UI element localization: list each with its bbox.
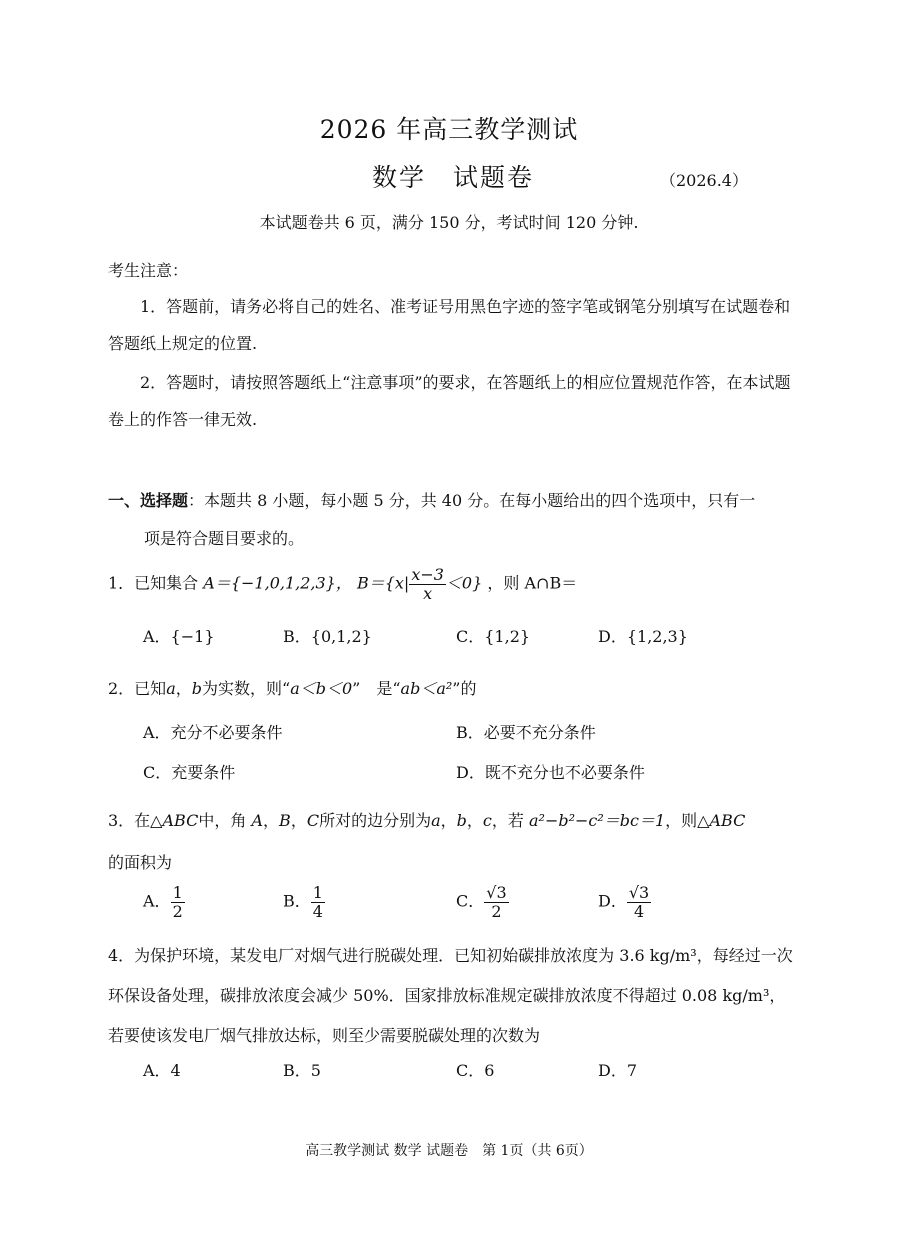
question-1 — [108, 566, 577, 602]
notice-item-1: 1．答题前，请务必将自己的姓名、准考证号用黑色字迹的签字笔或钢笔分别填写在试题卷和答题纸上规定的位置. — [108, 297, 791, 353]
q1-option-a: A．{−1} — [143, 627, 215, 646]
q3-option-c-den: 2 — [491, 901, 502, 921]
q3-text-a: 3．在△ — [108, 811, 163, 830]
q3-option-d — [598, 884, 651, 920]
notice-item-2: 2．答题时，请按照答题纸上“注意事项”的要求，在答题纸上的相应位置规范作答，在本试题卷上的作答一律无效. — [108, 373, 791, 429]
q2-var-a: a — [166, 679, 176, 698]
q3-triangle: ABC — [162, 811, 199, 830]
q3-option-b-den: 4 — [312, 901, 323, 921]
q4-option-c: C．6 — [456, 1061, 495, 1080]
q2-text-e: ”的 — [452, 679, 477, 698]
q3-option-a-den: 2 — [172, 901, 183, 921]
q2-text-b: ， — [175, 679, 192, 698]
section-desc: ：本题共 8 小题，每小题 5 分，共 40 分。在每小题给出的四个选项中，只有一 — [188, 491, 756, 510]
q3-side-a: a — [431, 811, 441, 830]
exam-info: 本试题卷共 6 页，满分 150 分，考试时间 120 分钟. — [259, 213, 639, 232]
q3-side-b: b — [456, 811, 467, 830]
q3-option-d-num: √3 — [628, 883, 650, 902]
q3-option-b-label: B． — [283, 891, 311, 911]
q3-angle-b: B — [279, 811, 291, 830]
page-footer: 高三教学测试 数学 试题卷 第 1页（共 6页） — [305, 1143, 593, 1159]
q2-text-c: 为实数，则“ — [202, 679, 291, 698]
q3-triangle-2: ABC — [709, 811, 746, 830]
q3-text-d: ，则△ — [665, 811, 710, 830]
q2-option-b: B．必要不充分条件 — [456, 723, 596, 742]
q2-var-b: b — [191, 679, 202, 698]
q1-option-b: B．{0,1,2} — [283, 627, 372, 646]
section-1-heading — [108, 482, 798, 558]
q2-option-c: C．充要条件 — [143, 763, 236, 782]
q1-frac-num: x−3 — [411, 565, 444, 584]
q3-text-b: 中，角 — [198, 811, 247, 830]
q1-prefix: 1．已知集合 — [108, 573, 199, 593]
notice-heading: 考生注意： — [108, 261, 189, 280]
q2-cond-2: ab＜a² — [400, 679, 453, 698]
q3-option-a-label: A． — [143, 891, 171, 911]
page-title: 2026 年高三教学测试 — [319, 115, 579, 144]
q3-option-d-den: 4 — [633, 901, 645, 921]
q3-line-2: 的面积为 — [108, 853, 173, 872]
q3-option-c-label: C． — [456, 891, 485, 911]
q2-option-a: A．充分不必要条件 — [143, 723, 283, 742]
q1-frac-den: x — [423, 583, 433, 603]
q3-angle-c: C — [306, 811, 320, 830]
q3-option-a — [143, 884, 185, 920]
q1-set-b-pre: B＝{x| — [356, 573, 410, 593]
paper-subtitle: 数学 试题卷 — [372, 163, 535, 192]
q4-option-b: B．5 — [283, 1061, 321, 1080]
q4-option-a: A．4 — [143, 1061, 181, 1080]
question-4: 4．为保护环境，某发电厂对烟气进行脱碳处理．已知初始碳排放浓度为 3.6 kg/m³，每经过一次环保设备处理，碳排放浓度会减少 50%．国家排放标准规定碳排放浓度不得超过 0.08 kg/m³，若要使该发电厂烟气排放达标，则至少需要脱碳处理的次数为 — [108, 946, 793, 1045]
q4-option-d: D．7 — [598, 1061, 638, 1080]
q3-option-d-label: D． — [598, 891, 627, 911]
section-label: 一、选择题 — [108, 491, 189, 510]
question-3: 3．在△ABC中，角 A，B，C所对的边分别为a，b，c，若 a²−b²−c²＝bc＝1，则△ABC — [108, 811, 746, 830]
q1-set-b-post: ＜0} — [445, 573, 483, 593]
q2-text-a: 2．已知 — [108, 679, 167, 698]
q3-option-b — [283, 884, 325, 920]
q1-suffix: ，则 A∩B＝ — [487, 573, 578, 593]
q3-side-c: c — [482, 811, 492, 830]
q1-option-d: D．{1,2,3} — [598, 627, 688, 646]
q2-text-d: ” 是“ — [352, 679, 401, 698]
q3-condition: a²−b²−c²＝bc＝1 — [528, 811, 666, 830]
q3-option-b-num: 1 — [312, 883, 323, 902]
q1-set-a: A＝{−1,0,1,2,3}， — [203, 573, 352, 593]
q1-fraction — [409, 566, 446, 602]
q2-cond-1: a＜b＜0 — [290, 679, 353, 698]
q3-option-c-num: √3 — [486, 883, 507, 902]
section-desc-cont: 项是符合题目要求的。 — [144, 529, 305, 548]
q3-text-c: 所对的边分别为 — [319, 811, 432, 830]
q1-option-c: C．{1,2} — [456, 627, 531, 646]
q2-option-d: D．既不充分也不必要条件 — [456, 763, 645, 782]
q3-angle-a: A — [251, 811, 264, 830]
q3-option-a-num: 1 — [172, 883, 183, 902]
q3-option-c — [456, 884, 509, 920]
exam-date: （2026.4） — [660, 171, 748, 190]
question-2 — [108, 676, 476, 699]
